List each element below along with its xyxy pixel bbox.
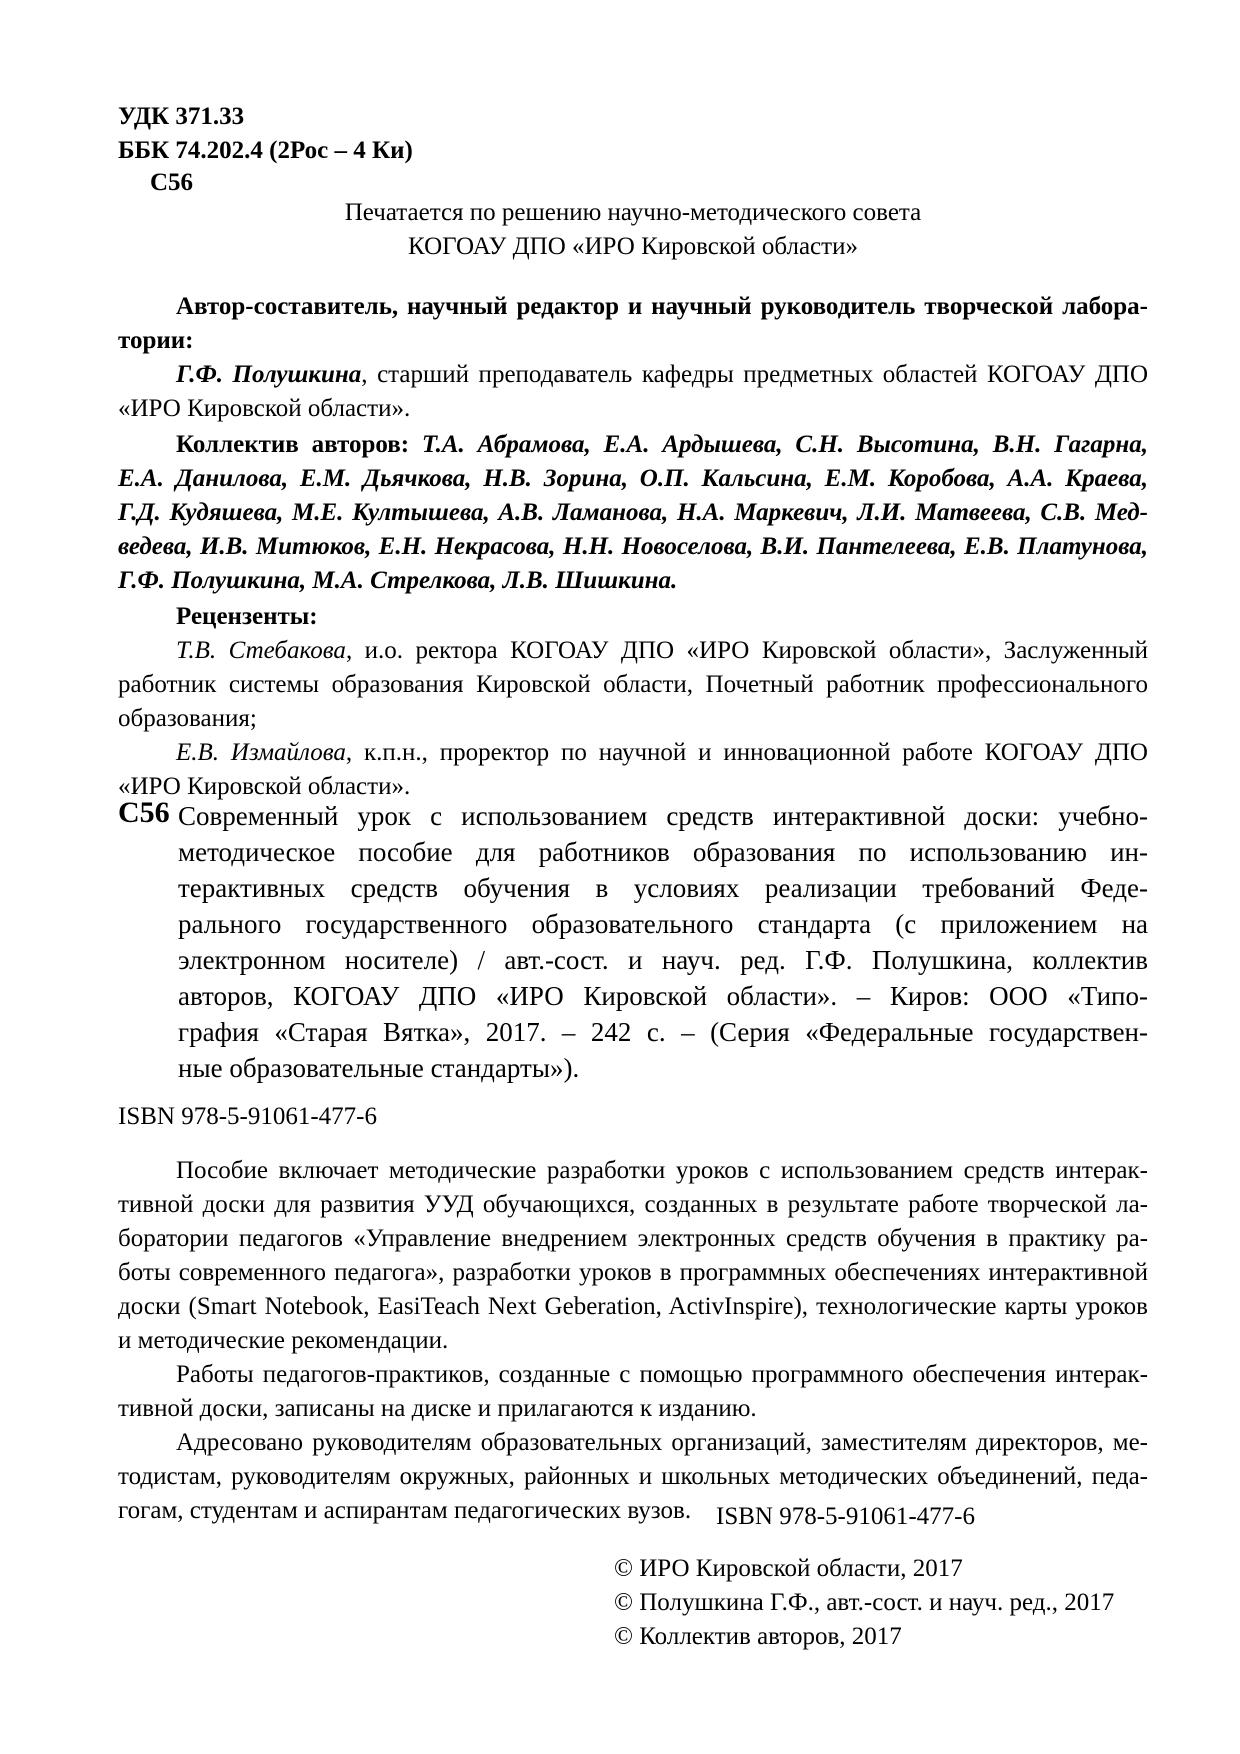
reviewer-1-name: Т.В. Стебакова [176,637,346,664]
bbk-code: ББК 74.202.4 (2Рос – 4 Ки) [118,137,413,164]
abstract-p1-line-4: боты современного педагога», разработки уроков в программных обеспечениях интерактивной [118,1259,1148,1286]
author-desc-1: , старший преподаватель кафедры предметных областей КОГОАУ ДПО [361,361,1149,388]
abstract-p2-line-1: Работы педагогов-практиков, созданные с помощью программного обеспечения интерак- [176,1361,1148,1388]
biblio-description [178,798,1148,1086]
isbn-top: ISBN 978-5-91061-477-6 [118,1103,378,1130]
reviewers-heading: Рецензенты: [176,603,318,630]
abstract-section [118,1154,1148,1528]
author-sign-code: С56 [150,169,194,196]
author-heading-line-1: Автор-составитель, научный редактор и научный руководитель творческой лабора- [176,293,1148,320]
udk-code: УДК 371.33 [118,103,245,130]
author-section [118,290,1148,426]
abstract-p3-line-2: тодистам, руководителям окружных, районных и школьных методических объединений, педа- [118,1463,1148,1490]
copyright-line-3: © Коллектив авторов, 2017 [614,1623,902,1650]
print-decision-line-2: КОГОАУ ДПО «ИРО Кировской области» [408,233,858,260]
abstract-p1-line-3: боратории педагогов «Управление внедрением электронных средств обучения в практику ра- [118,1225,1148,1252]
author-line [118,358,1148,392]
collective-section [118,428,1148,598]
copyright-line-1: © ИРО Кировской области, 2017 [614,1555,963,1582]
collective-line-5: Г.Ф. Полушкина, М.А. Стрелкова, Л.В. Шишкина. [118,567,678,594]
author-heading-line-2: тории: [118,327,194,354]
reviewer-1-desc-1: , и.о. ректора КОГОАУ ДПО «ИРО Кировской области», Заслуженный [345,637,1149,664]
biblio-line-3: терактивных средств обучения в условиях реализации требований Феде- [178,873,1148,903]
abstract-p3-line-3: гогам, студентам и аспирантам педагогических вузов. [118,1497,692,1524]
collective-names-1: Т.А. Абрамова, Е.А. Ардышева, С.Н. Высотина, В.Н. Гагарна, [421,431,1148,458]
biblio-line-6: авторов, КОГОАУ ДПО «ИРО Кировской области». – Киров: ООО «Типо- [178,981,1148,1011]
reviewer-2-name: Е.В. Измайлова [176,739,346,766]
copyright-block [614,1552,1114,1654]
biblio-line-2: методическое пособие для работников образования по использованию ин- [178,837,1148,867]
reviewer-2-desc-1: , к.п.н., проректор по научной и инновационной работе КОГОАУ ДПО [345,739,1148,766]
reviewer-2-line-1 [118,736,1148,770]
abstract-p1-line-5: доски (Smart Notebook, EasiTeach Next Geberation, ActivInspire), технологические карты уроков [118,1293,1148,1320]
biblio-line-5: электронном носителе) / авт.-сост. и науч. ред. Г.Ф. Полушкина, коллектив [178,945,1148,975]
biblio-code: С56 [118,796,170,829]
biblio-line-7: графия «Старая Вятка», 2017. – 242 с. – (Серия «Федеральные государствен- [178,1017,1148,1047]
biblio-line-4: рального государственного образовательного стандарта (с приложением на [178,909,1148,939]
reviewers-section [118,600,1148,804]
collective-line-1 [118,428,1148,462]
abstract-p2-line-2: тивной доски, записаны на диске и прилагаются к изданию. [118,1395,757,1422]
reviewer-1-line-2: работник системы образования Кировской области, Почетный работник профессионального [118,671,1148,698]
abstract-p1-line-6: и методические рекомендации. [118,1327,449,1354]
author-name: Г.Ф. Полушкина [176,361,362,388]
biblio-line-8: ные образовательные стандарты»). [178,1053,580,1083]
biblio-line-1: Современный урок с использованием средств интерактивной доски: учебно- [178,801,1148,831]
print-decision-line-1: Печатается по решению научно-методического совета [344,199,922,226]
collective-line-4: ведева, И.В. Митюков, Е.Н. Некрасова, Н.Н. Новоселова, В.И. Пантелеева, Е.В. Платунова, [118,533,1148,560]
collective-label: Коллектив авторов: [176,431,410,458]
abstract-p1-line-2: тивной доски для развития УУД обучающихся, созданных в результате работе творческой ла- [118,1191,1148,1218]
reviewer-1-line-1 [118,634,1148,668]
copyright-line-2: © Полушкина Г.Ф., авт.-сост. и науч. ред., 2017 [614,1589,1115,1616]
collective-line-3: Г.Д. Кудяшева, М.Е. Култышева, А.В. Ламанова, Н.А. Маркевич, Л.И. Матвеева, С.В. Мед- [118,499,1148,526]
reviewer-2-line-2: «ИРО Кировской области». [118,773,411,800]
collective-line-2: Е.А. Данилова, Е.М. Дьячкова, Н.В. Зорина, О.П. Кальсина, Е.М. Коробова, А.А. Краева, [118,465,1148,492]
abstract-p3-line-1: Адресовано руководителям образовательных организаций, заместителям директоров, ме- [176,1429,1148,1456]
abstract-p1-line-1: Пособие включает методические разработки уроков с использованием средств интерак- [176,1157,1148,1184]
author-desc-2: «ИРО Кировской области». [118,395,411,422]
reviewer-1-line-3: образования; [118,705,257,732]
isbn-bottom: ISBN 978-5-91061-477-6 [716,1503,976,1530]
